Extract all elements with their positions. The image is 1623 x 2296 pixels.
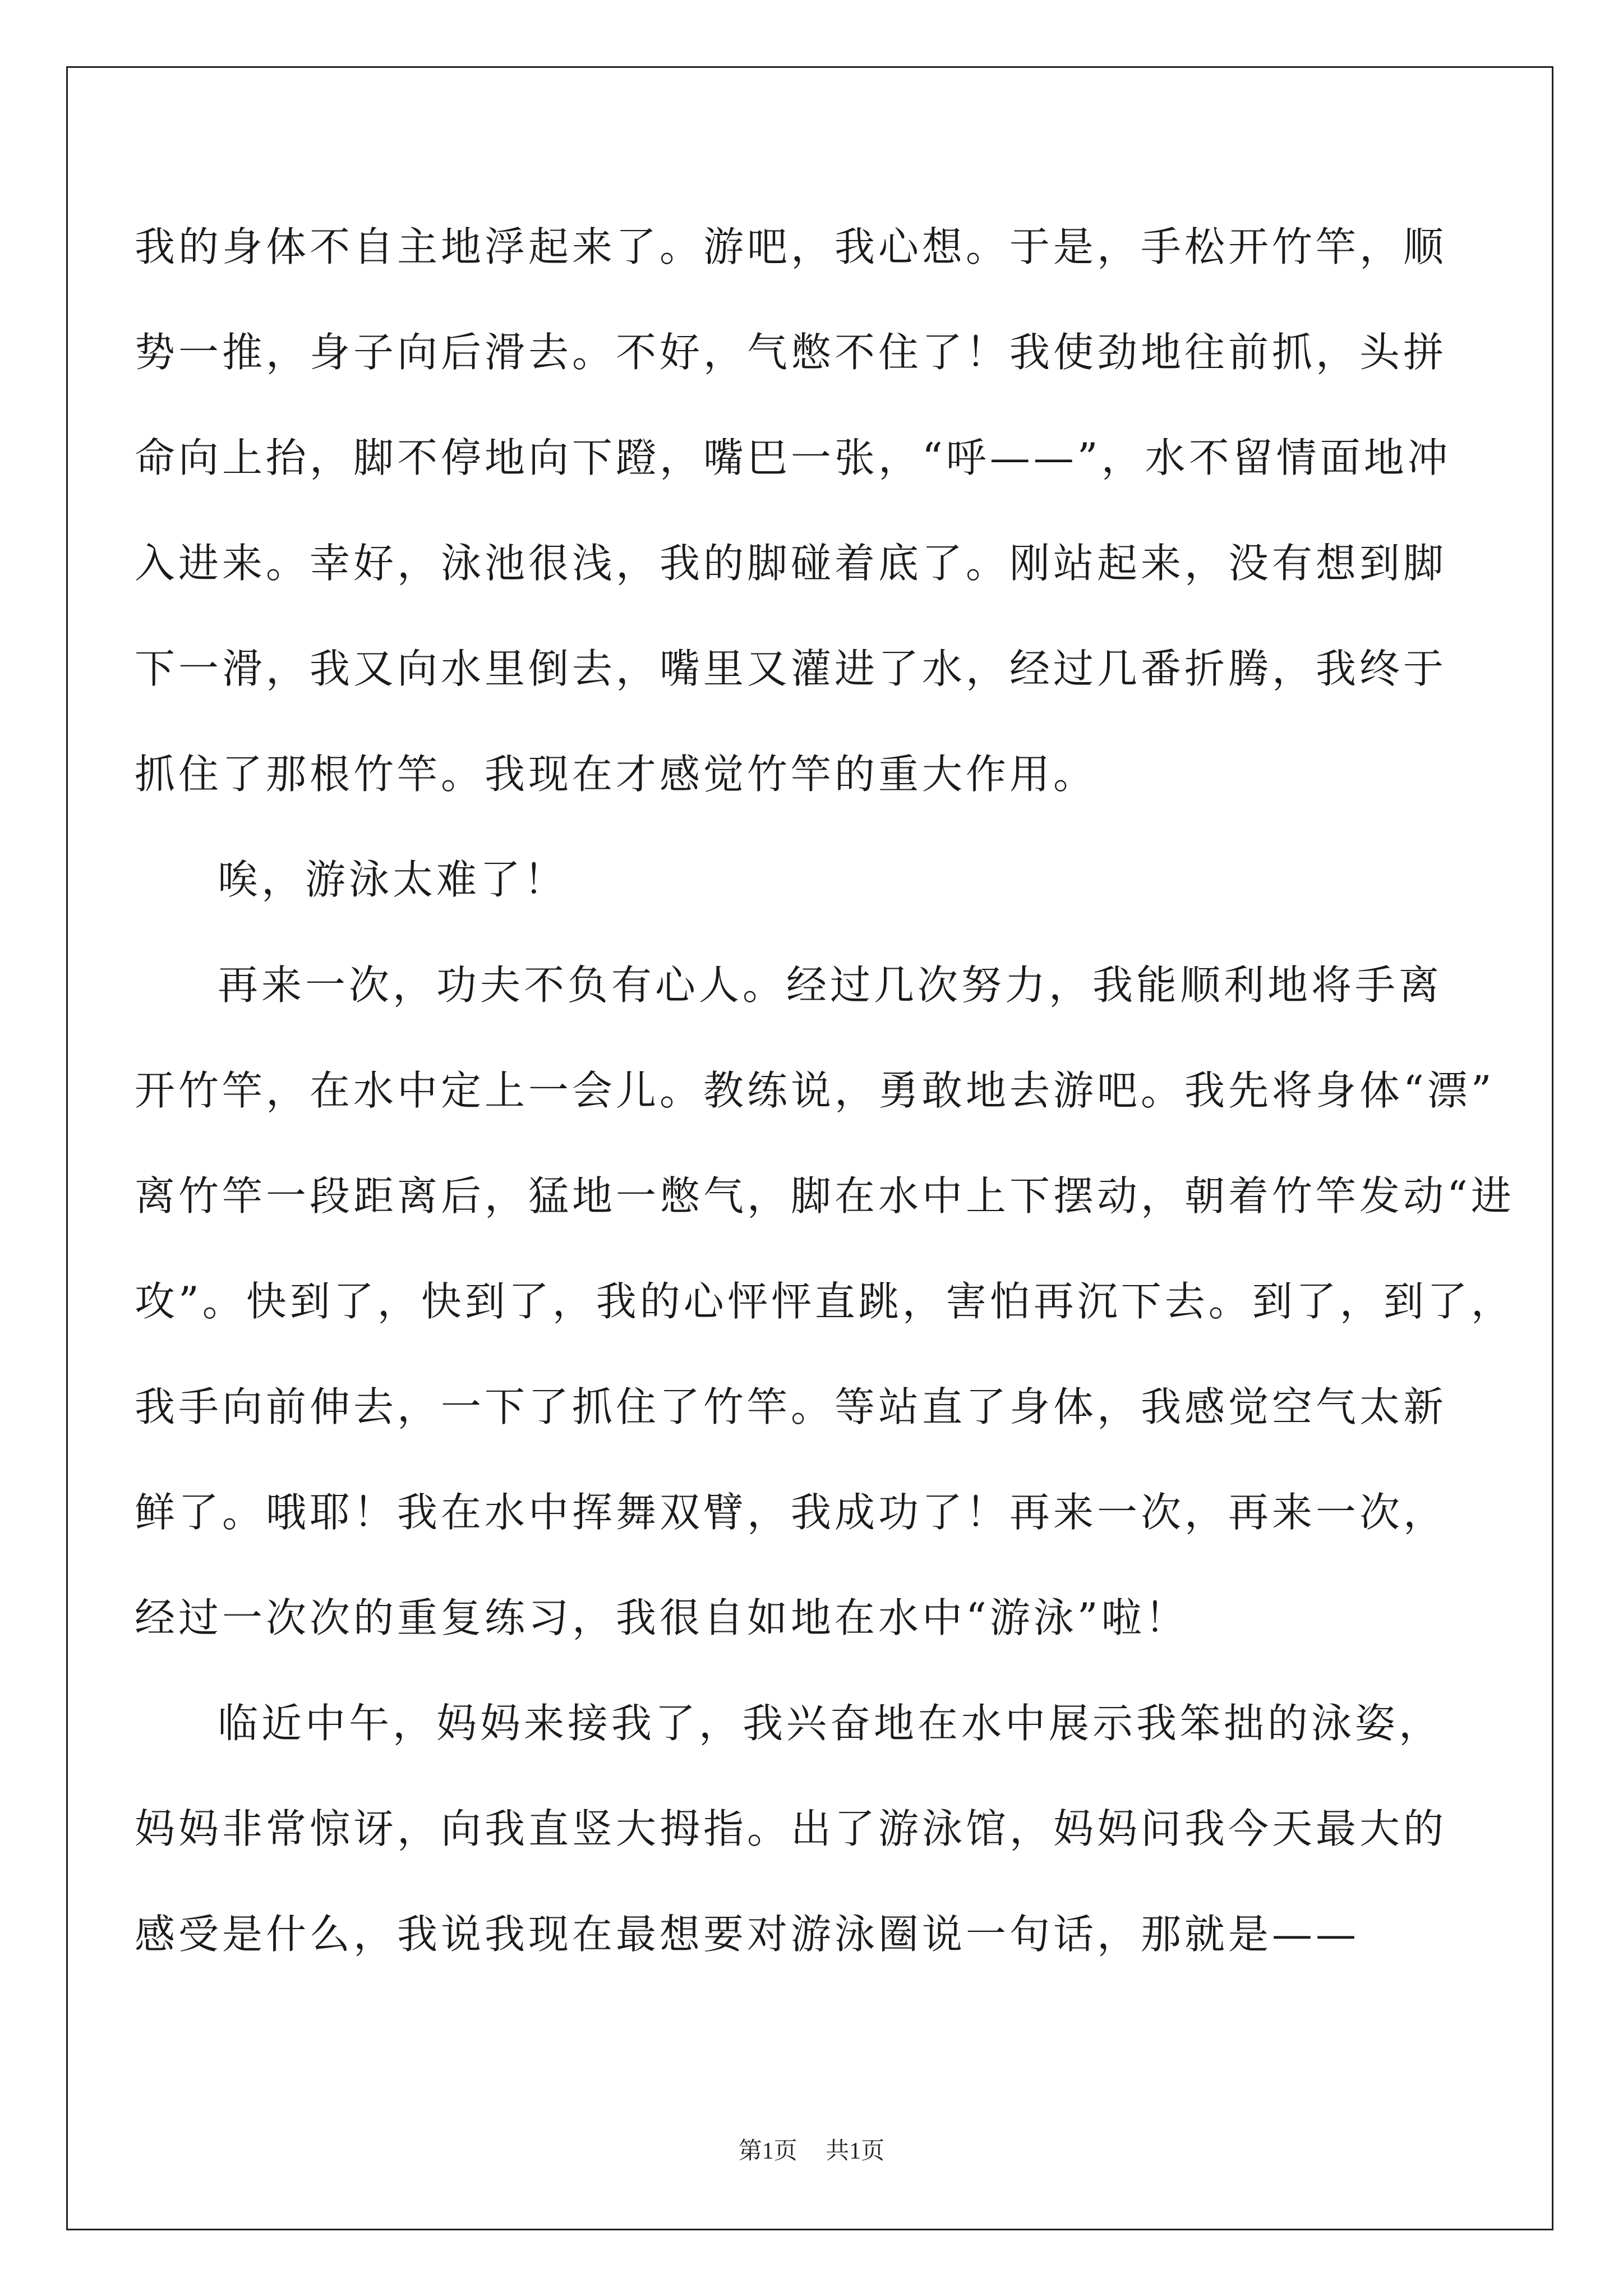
page-number: 第1页 bbox=[738, 2138, 797, 2164]
text-line: 攻”。快到了，快到了，我的心怦怦直跳，害怕再沉下去。到了，到了， bbox=[135, 1278, 1515, 1325]
text-line: 经过一次次的重复练习，我很自如地在水中“游泳”啦！ bbox=[135, 1594, 1189, 1641]
text-line: 命向上抬，脚不停地向下蹬，嘴巴一张，“呼——”，水不留情面地冲 bbox=[135, 434, 1451, 481]
text-line: 感受是什么，我说我现在最想要对游泳圈说一句话，那就是—— bbox=[135, 1911, 1360, 1958]
text-line: 妈妈非常惊讶，向我直竖大拇指。出了游泳馆，妈妈问我今天最大的 bbox=[135, 1805, 1447, 1852]
text-line: 我手向前伸去，一下了抓住了竹竿。等站直了身体，我感觉空气太新 bbox=[135, 1383, 1447, 1430]
text-line: 离竹竿一段距离后，猛地一憋气，脚在水中上下摆动，朝着竹竿发动“进 bbox=[135, 1172, 1515, 1220]
text-line: 开竹竿，在水中定上一会儿。教练说，勇敢地去游吧。我先将身体“漂” bbox=[135, 1067, 1495, 1114]
page-footer bbox=[0, 2137, 1623, 2165]
text-line: 抓住了那根竹竿。我现在才感觉竹竿的重大作用。 bbox=[135, 751, 1098, 798]
text-line: 鲜了。哦耶！我在水中挥舞双臂，我成功了！再来一次，再来一次， bbox=[135, 1489, 1447, 1536]
paragraph-line: 唉，游泳太难了！ bbox=[218, 856, 568, 903]
paragraph-line: 临近中午，妈妈来接我了，我兴奋地在水中展示我笨拙的泳姿， bbox=[218, 1700, 1443, 1747]
text-line: 下一滑，我又向水里倒去，嘴里又灌进了水，经过几番折腾，我终于 bbox=[135, 645, 1447, 692]
paragraph-line: 再来一次，功夫不负有心人。经过几次努力，我能顺利地将手离 bbox=[218, 961, 1443, 1009]
page-total: 共1页 bbox=[826, 2138, 885, 2164]
page-frame bbox=[66, 66, 1553, 2230]
text-line: 我的身体不自主地浮起来了。游吧，我心想。于是，手松开竹竿，顺 bbox=[135, 223, 1447, 270]
text-line: 入进来。幸好，泳池很浅，我的脚碰着底了。刚站起来，没有想到脚 bbox=[135, 540, 1447, 587]
text-line: 势一推，身子向后滑去。不好，气憋不住了！我使劲地往前抓，头拼 bbox=[135, 329, 1447, 376]
